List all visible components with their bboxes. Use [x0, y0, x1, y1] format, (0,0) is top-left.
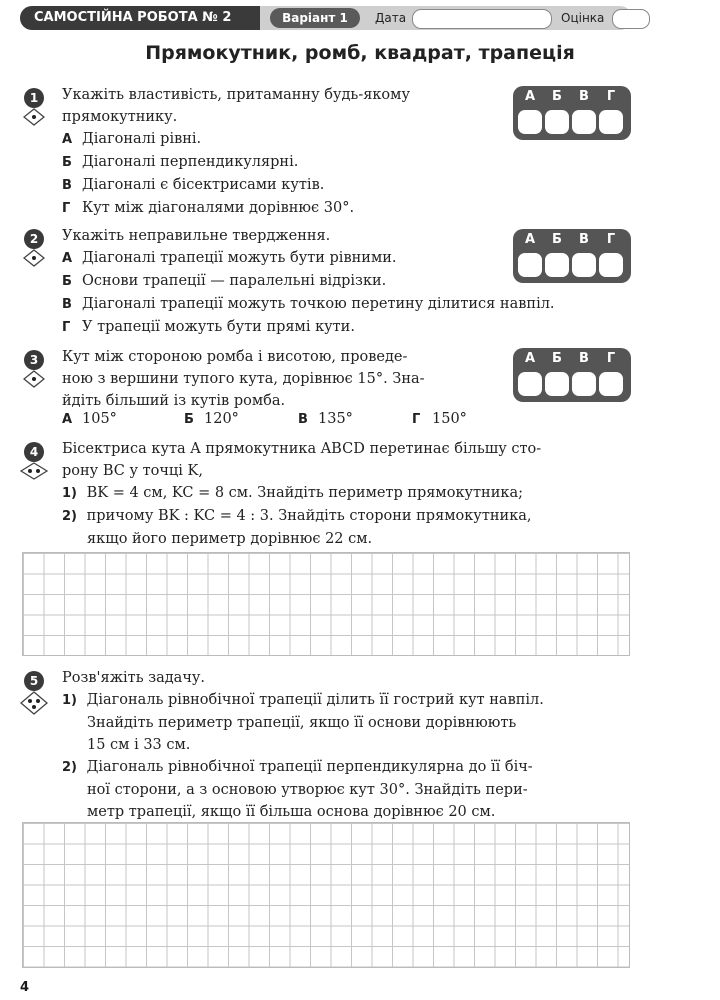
task-3-option-a: А 105° [62, 411, 117, 427]
date-field[interactable] [412, 9, 552, 29]
task-4-line: рону BC у точці K, [62, 463, 203, 479]
task-5-body [62, 667, 702, 823]
task-number-3: 3 [24, 350, 44, 370]
difficulty-1-icon [23, 108, 45, 126]
task-3-line: йдіть більший із кутів ромба. [62, 393, 286, 409]
task-1-line: Укажіть властивість, притаманну будь-якому [62, 87, 410, 103]
task-2-option-c: В Діагоналі трапеції можуть точкою перетину ділитися навпіл. [62, 296, 555, 312]
task-3-line: ною з вершини тупого кута, дорівнює 15°. Зна- [62, 371, 425, 387]
task-3-line: Кут між стороною ромба і висотою, проведе- [62, 349, 408, 365]
difficulty-1-icon [23, 249, 45, 267]
variant-badge: Варіант 1 [270, 8, 360, 28]
task-3-option-b: Б 120° [184, 411, 239, 427]
page-number: 4 [20, 980, 30, 995]
task-5-line: Розв'яжіть задачу. [62, 670, 206, 686]
task-1-option-b: Б Діагоналі перпендикулярні. [62, 154, 299, 170]
difficulty-1-icon [23, 370, 45, 388]
task-5-item-2: 2) Діагональ рівнобічної трапеції перпендикулярна до її біч- [62, 759, 533, 775]
answer-cell[interactable] [518, 253, 542, 277]
answer-cell[interactable] [518, 110, 542, 134]
answer-box-3: А Б В Г [513, 348, 631, 402]
task-5-item-1-cont: 15 см і 33 см. [87, 737, 191, 753]
answer-cell[interactable] [518, 372, 542, 396]
task-number-2: 2 [24, 229, 44, 249]
work-title: САМОСТІЙНА РОБОТА № 2 [20, 6, 260, 30]
task-5-item-2-cont: ної сторони, а з основою утворює кут 30°. Знайдіть пери- [87, 782, 528, 798]
header-bar [20, 6, 632, 30]
page-title: Прямокутник, ромб, квадрат, трапеція [145, 42, 575, 64]
answer-grid-4[interactable] [22, 552, 630, 656]
answer-cell[interactable] [572, 372, 596, 396]
grade-label: Оцінка [561, 11, 605, 25]
task-number-4: 4 [24, 442, 44, 462]
task-2-option-d: Г У трапеції можуть бути прямі кути. [62, 319, 355, 335]
task-3-options [62, 408, 502, 430]
task-1-option-c: В Діагоналі є бісектрисами кутів. [62, 177, 325, 193]
task-4-item-2-cont: якщо його периметр дорівнює 22 см. [87, 531, 373, 547]
task-4-item-1: 1) BK = 4 см, KC = 8 см. Знайдіть периметр прямокутника; [62, 485, 523, 501]
task-4-item-2: 2) причому BK : KC = 4 : 3. Знайдіть сторони прямокутника, [62, 508, 532, 524]
answer-cell[interactable] [572, 110, 596, 134]
task-1-line: прямокутнику. [62, 109, 178, 125]
task-number-1: 1 [24, 88, 44, 108]
task-1-body [62, 84, 502, 220]
difficulty-3-icon [20, 691, 48, 715]
answer-cell[interactable] [545, 372, 569, 396]
task-5-item-1: 1) Діагональ рівнобічної трапеції ділить її гострий кут навпіл. [62, 692, 544, 708]
answer-box-2: А Б В Г [513, 229, 631, 283]
answer-cell[interactable] [572, 253, 596, 277]
task-5-item-2-cont: метр трапеції, якщо її більша основа дорівнює 20 см. [87, 804, 496, 820]
task-4-body [62, 438, 702, 550]
difficulty-2-icon [20, 462, 48, 480]
date-label: Дата [375, 11, 407, 25]
task-2-option-a: А Діагоналі трапеції можуть бути рівними. [62, 250, 397, 266]
grade-field[interactable] [612, 9, 650, 29]
task-3-option-c: В 135° [298, 411, 353, 427]
answer-cell[interactable] [545, 110, 569, 134]
task-1-option-d: Г Кут між діагоналями дорівнює 30°. [62, 200, 355, 216]
task-2-line: Укажіть неправильне твердження. [62, 228, 331, 244]
task-4-line: Бісектриса кута A прямокутника ABCD перетинає більшу сто- [62, 441, 542, 457]
answer-cell[interactable] [599, 372, 623, 396]
task-number-5: 5 [24, 671, 44, 691]
answer-cell[interactable] [545, 253, 569, 277]
answer-cell[interactable] [599, 253, 623, 277]
answer-box-1: А Б В Г [513, 86, 631, 140]
task-2-option-b: Б Основи трапеції — паралельні відрізки. [62, 273, 387, 289]
answer-cell[interactable] [599, 110, 623, 134]
task-3-body [62, 346, 502, 412]
task-1-option-a: А Діагоналі рівні. [62, 131, 202, 147]
task-5-item-1-cont: Знайдіть периметр трапеції, якщо її основи дорівнюють [87, 715, 517, 731]
task-3-option-d: Г 150° [412, 411, 467, 427]
answer-grid-5[interactable] [22, 822, 630, 968]
